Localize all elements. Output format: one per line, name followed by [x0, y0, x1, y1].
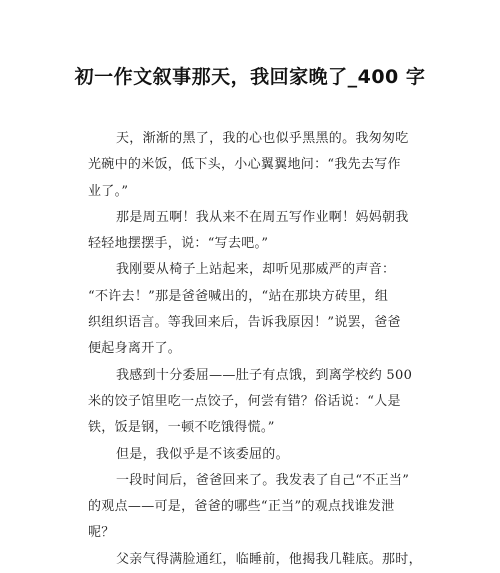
text-line: 呢？ — [88, 525, 115, 541]
text-line: 一段时间后，爸爸回来了。我发表了自己“不正当” — [116, 472, 410, 488]
text-line: 便起身离开了。 — [88, 341, 182, 357]
text-line: 但是，我似乎是不该委屈的。 — [116, 446, 289, 462]
text-line: 光碗中的米饭，低下头，小心翼翼地问：“我先去写作 — [88, 157, 401, 173]
text-line: “不许去！”那是爸爸喊出的，“站在那块方砖里，组 — [88, 288, 389, 304]
text-line: 天，渐渐的黑了，我的心也似乎黑黑的。我匆匆吃 — [116, 131, 409, 146]
text-line: 轻轻地摆摆手，说：“写去吧。” — [88, 236, 269, 252]
text-line: 织组织语言。等我回来后，告诉我原因！”说罢，爸爸 — [88, 315, 401, 331]
text-line: 的观点——可是，爸爸的哪些“正当”的观点找谁发泄 — [88, 499, 395, 515]
document-title: 初一作文叙事那天，我回家晚了_400 字 — [74, 66, 426, 88]
text-line: 父亲气得满脸通红，临睡前，他揭我几鞋底。那时， — [116, 551, 422, 567]
text-line: 铁，饭是钢，一顿不吃饿得慌。” — [88, 420, 275, 436]
text-line: 那是周五啊！我从来不在周五写作业啊！妈妈朝我 — [116, 209, 409, 225]
text-line: 我刚要从椅子上站起来，却听见那威严的声音： — [116, 262, 396, 278]
text-line: 米的饺子馆里吃一点饺子，何尝有错？俗话说：“人是 — [88, 393, 401, 409]
text-line: 我感到十分委屈——肚子有点饿，到离学校约 500 — [116, 367, 413, 383]
text-line: 业了。” — [88, 183, 129, 199]
document-body — [88, 126, 428, 573]
